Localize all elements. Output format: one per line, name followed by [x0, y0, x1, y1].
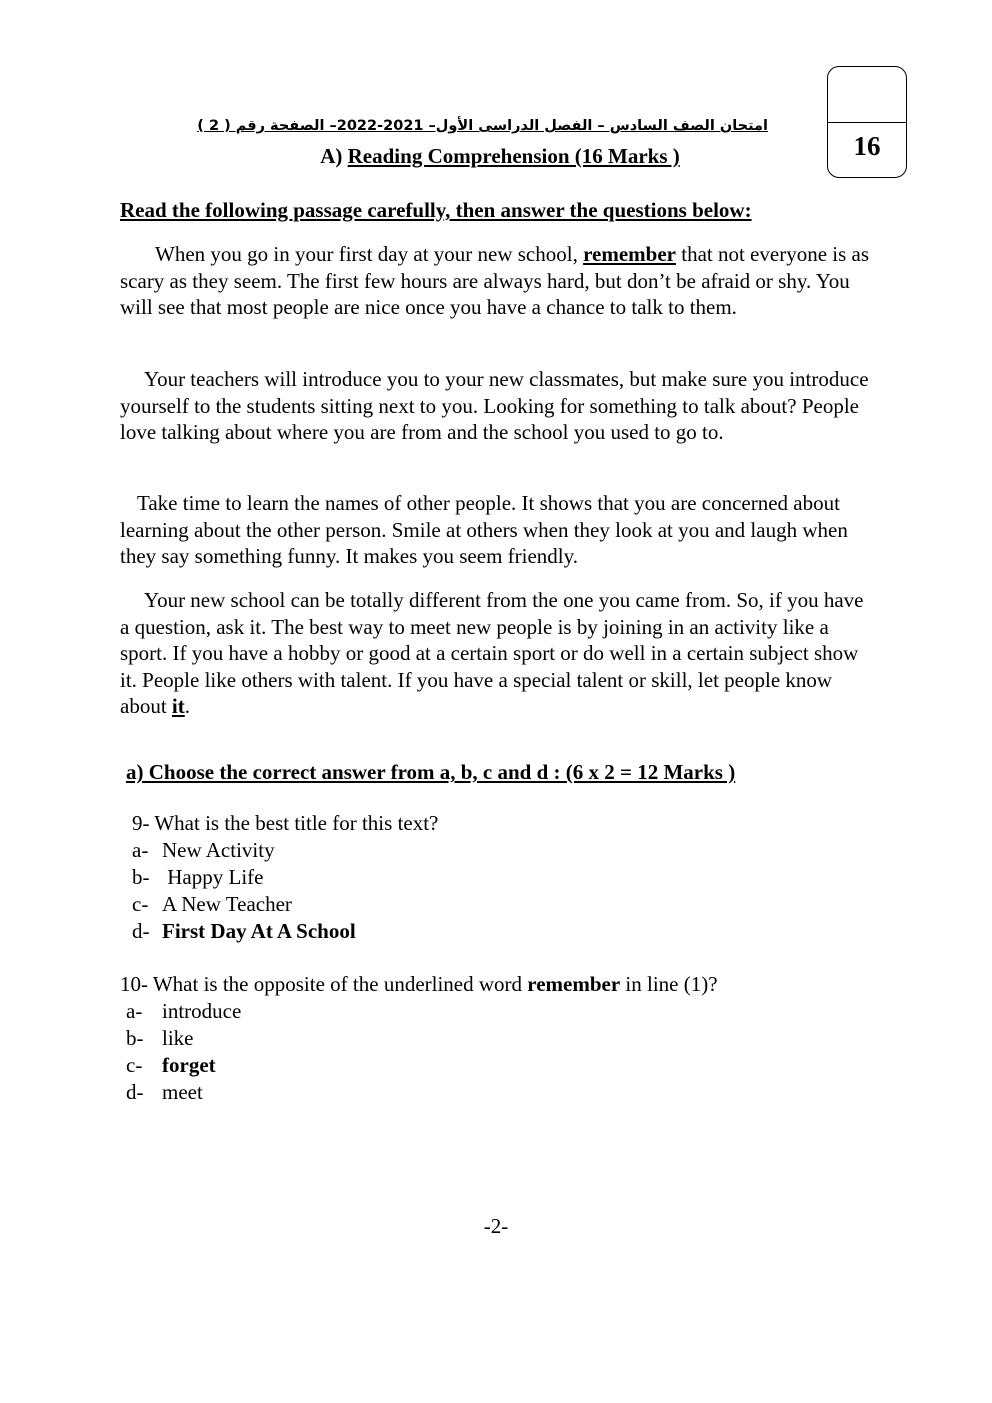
- correct-answer: forget: [162, 1053, 216, 1077]
- score-divider: [828, 122, 906, 123]
- question-9-option-d: d- First Day At A School: [132, 919, 356, 943]
- p1-before: When you go in your first day at your new school,: [155, 242, 584, 266]
- score-value: 16: [853, 131, 881, 161]
- question-10-option-d: d- meet: [126, 1080, 203, 1104]
- question-10-text: 10- What is the opposite of the underlined word remember in line (1)?: [120, 972, 718, 996]
- passage-paragraph-2: Your teachers will introduce you to your new classmates, but make sure you introduce yourself to the students sitting next to you. Looking for something to talk about? People love talking about where you are from and the school you used to go to.: [120, 367, 869, 444]
- page-number: -2-: [483, 1214, 509, 1238]
- correct-answer: First Day At A School: [162, 919, 356, 943]
- p4-before: Your new school can be totally different from the one you came from. So, if you have a question, ask it. The best way to meet new people is by joining in an activity like a sport. If you have a hobby or good at a certain sport or do well in a certain subject show it. People like others with talent. If you have a special talent or skill, let people know about: [120, 588, 864, 718]
- question-9-option-b: b- Happy Life: [132, 865, 264, 889]
- keyword-remember: remember: [583, 242, 676, 266]
- keyword-it: it: [171, 694, 185, 718]
- section-title: [280, 144, 720, 169]
- p4-after: .: [184, 694, 190, 718]
- question-9-option-c: c- A New Teacher: [132, 892, 292, 916]
- question-10-option-a: a- introduce: [126, 999, 242, 1023]
- passage-paragraph-1: [120, 241, 872, 321]
- exam-header-arabic: امتحان الصف السادس – الفصل الدراسى الأول– 2021-2022– الصفحة رقم ( 2 ): [197, 118, 768, 134]
- passage-paragraph-4: [120, 587, 872, 720]
- question-9-option-a: a- New Activity: [132, 838, 275, 862]
- passage-paragraph-3: Take time to learn the names of other people. It shows that you are concerned about learning about the other person. Smile at others when they look at you and laugh when they say something funny. It makes you seem friendly.: [120, 491, 848, 568]
- p1-after: that not everyone is as scary as they seem. The first few hours are always hard, but don’t be afraid or shy. You will see that most people are nice once you have a chance to talk to them.: [120, 242, 870, 319]
- question-10: [120, 971, 718, 1106]
- part-a-heading: a) Choose the correct answer from a, b, c and d : (6 x 2 = 12 Marks ): [126, 760, 736, 784]
- section-title-text: Reading Comprehension (16 Marks ): [347, 144, 680, 168]
- question-9: [132, 810, 438, 945]
- score-box: [827, 66, 907, 178]
- passage-instruction: Read the following passage carefully, then answer the questions below:: [120, 198, 752, 222]
- question-9-text: 9- What is the best title for this text?: [132, 811, 439, 835]
- section-prefix: A): [320, 144, 348, 168]
- question-10-option-b: b- like: [126, 1026, 194, 1050]
- question-10-option-c: c- forget: [126, 1053, 216, 1077]
